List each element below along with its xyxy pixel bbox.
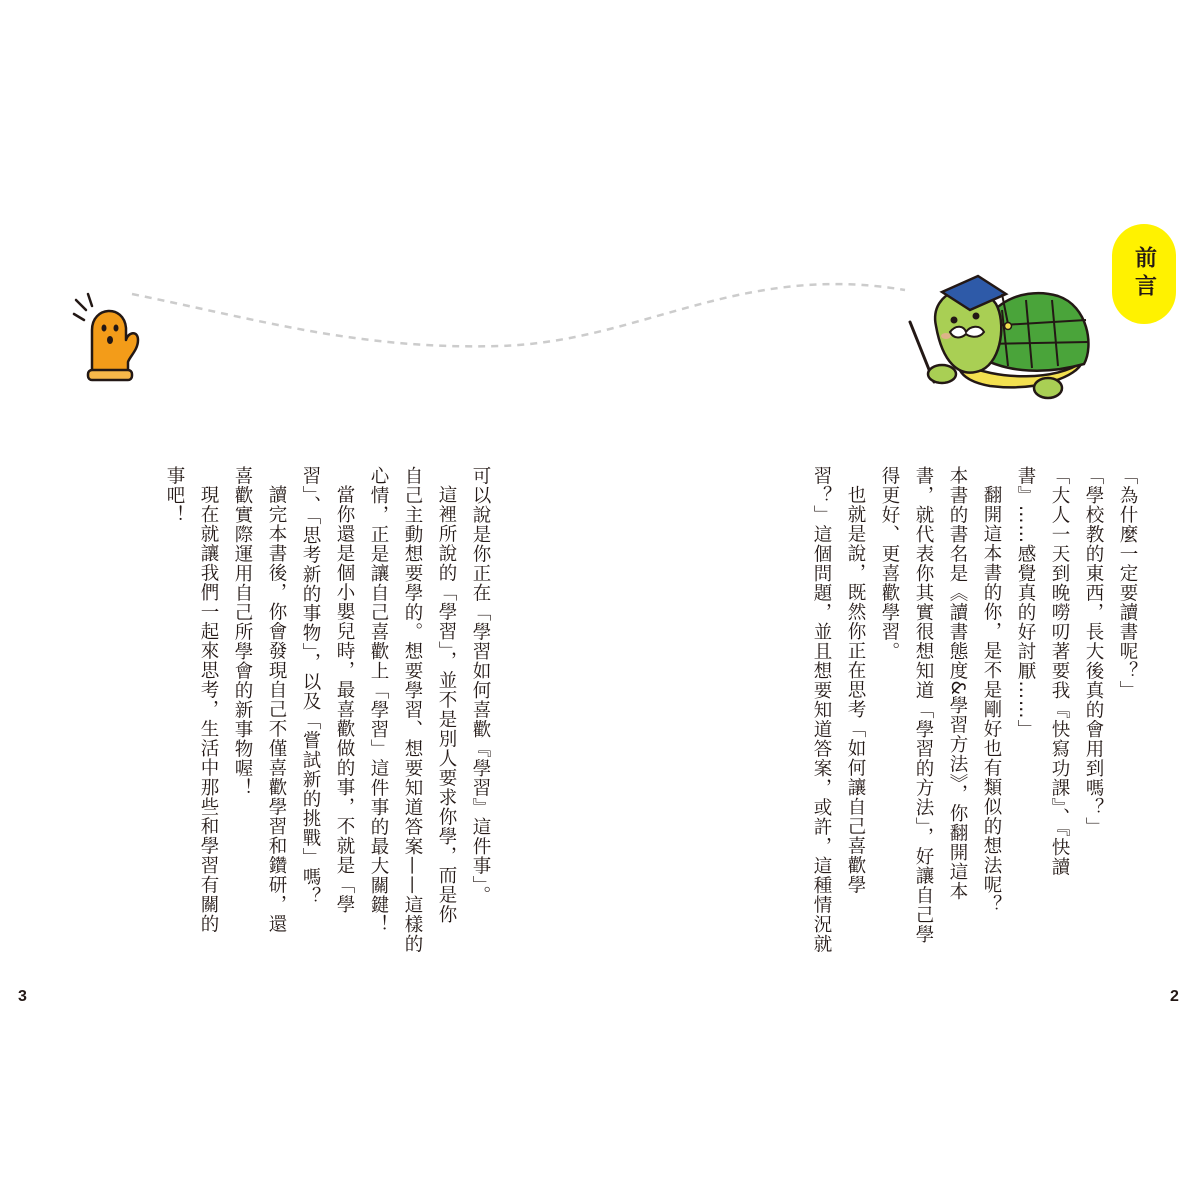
- paragraph: 當你還是個小嬰兒時，最喜歡做的事，不就是「學: [334, 485, 355, 914]
- paragraph: 「為什麼一定要讀書呢？」: [1117, 466, 1138, 700]
- paragraph: 現在就讓我們一起來思考，生活中那些和學習有關的: [198, 485, 219, 934]
- right-page-text: [770, 466, 1144, 954]
- paragraph: 心情，正是讓自己喜歡上「學習」這件事的最大關鍵！: [368, 466, 389, 934]
- paragraph: 可以說是你正在「學習如何喜歡『學習』這件事」。: [470, 466, 491, 906]
- paragraph: 習」、「思考新的事物」，以及「嘗試新的挑戰」嗎？: [300, 466, 321, 907]
- turtle-professor-illustration: [898, 270, 1098, 410]
- paragraph: 翻開這本書的你，是不是剛好也有類似的想法呢？: [981, 485, 1002, 914]
- paragraph: 書』……感覺真的好討厭……」: [1015, 466, 1036, 739]
- paragraph: 自己主動想要學的。想要學習、想要知道答案——這樣的: [402, 466, 423, 954]
- paragraph: 「大人一天到晚嘮叨著要我『快寫功課』、『快讀: [1049, 466, 1070, 877]
- paragraph: 喜歡實際運用自己所學會的新事物喔！: [232, 466, 253, 798]
- orange-mitten-character-illustration: [66, 290, 146, 390]
- paragraph: 得更好、更喜歡學習。: [879, 466, 900, 661]
- left-page-text: [123, 466, 497, 954]
- page-number-left: 3: [18, 988, 27, 1005]
- paragraph: 事吧！: [164, 466, 185, 525]
- paragraph: 本書的書名是《讀書態度&學習方法》，你翻開這本: [947, 466, 968, 902]
- page-number-right: 2: [1170, 988, 1179, 1005]
- paragraph: 讀完本書後，你會發現自己不僅喜歡學習和鑽研，還: [266, 485, 287, 934]
- paragraph: 這裡所說的「學習」，並不是別人要求你學，而是你: [436, 485, 457, 925]
- paragraph: 書，就代表你其實很想知道「學習的方法」，好讓自己學: [913, 466, 934, 945]
- paragraph: 也就是說，既然你正在思考「如何讓自己喜歡學: [845, 485, 866, 895]
- paragraph: 習？」這個問題，並且想要知道答案，或許，這種情況就: [811, 466, 832, 954]
- paragraph: 「學校教的東西，長大後真的會用到嗎？」: [1083, 466, 1104, 837]
- chapter-title: 前言: [1131, 246, 1157, 302]
